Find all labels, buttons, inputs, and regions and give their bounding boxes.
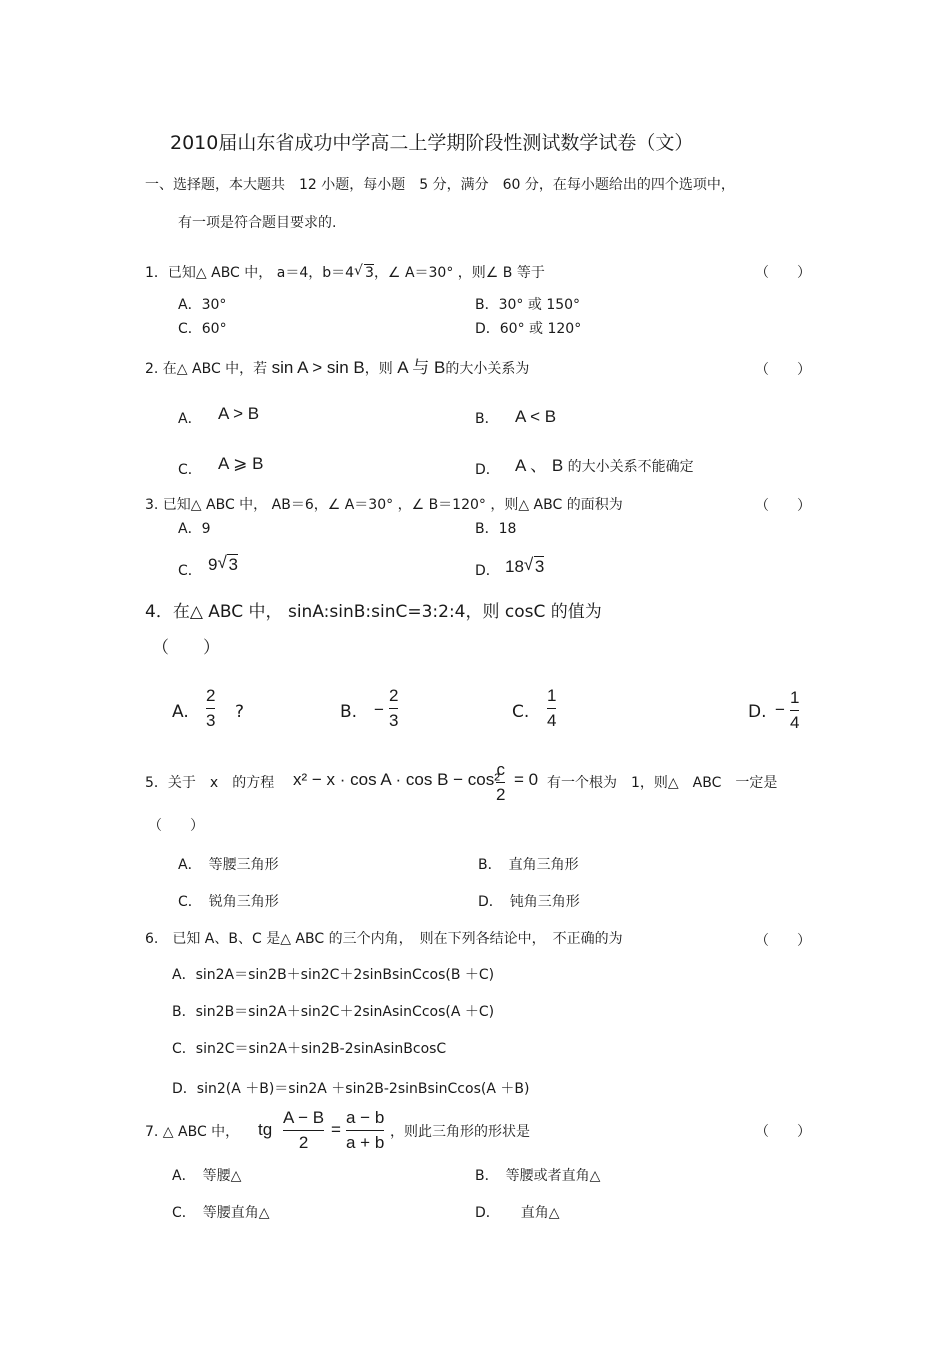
q5-option-b: B． 直角三角形 bbox=[478, 857, 579, 873]
q7-stem-end: ，则此三角形的形状是 bbox=[390, 1124, 530, 1140]
q6-option-b: B．sin2B＝sin2A＋sin2C＋2sinAsinCcos(A ＋C) bbox=[172, 1004, 495, 1020]
q6-option-a: A．sin2A＝sin2B＋sin2C＋2sinBsinCcos(B ＋C) bbox=[172, 967, 495, 983]
q7-option-d: D． 直角△ bbox=[475, 1205, 560, 1221]
q3-option-d-label: D． bbox=[475, 563, 500, 579]
minus-sign: − bbox=[374, 700, 384, 719]
q7-tg: tg bbox=[258, 1120, 273, 1139]
q6-stem: 6. 已知 A、B、C 是△ ABC 的三个内角， 则在下列各结论中， 不正确的为 bbox=[145, 931, 623, 947]
q1-stem: 1．已知△ ABC 中， a＝4，b＝4√ 3，∠ A＝30° ，则∠ B 等于 bbox=[145, 264, 545, 282]
q4-stem: 4．在△ ABC 中， sinA:sinB:sinC=3:2:4，则 cosC 的值为 bbox=[145, 602, 602, 622]
q4-option-d-label: D. bbox=[748, 702, 767, 722]
q6-option-c: C．sin2C＝sin2A＋sin2B-2sinAsinBcosC bbox=[172, 1041, 447, 1057]
section-instruction: 一、选择题，本大题共 12 小题，每小题 5 分，满分 60 分，在每小题给出的四个选项中， bbox=[145, 177, 735, 193]
q7-answer-paren: （ ） bbox=[755, 1124, 811, 1140]
sqrt-symbol: √ 3 bbox=[217, 556, 237, 574]
q5-stem-start: 5．关于 x 的方程 bbox=[145, 775, 275, 791]
q4-option-a-fraction: 2 3 bbox=[206, 686, 216, 730]
q5-option-c: C． 锐角三角形 bbox=[178, 894, 279, 910]
q5-option-a: A． 等腰三角形 bbox=[178, 857, 279, 873]
q4-option-c-fraction: 1 4 bbox=[547, 686, 557, 730]
q2-stem: 2. 在△ ABC 中，若 sin A > sin B，则 A 与 B的大小关系为 bbox=[145, 358, 530, 377]
q3-option-b: B．18 bbox=[475, 521, 517, 537]
q3-option-c: 9√ 3 bbox=[208, 556, 238, 574]
q4-option-b-label: B. bbox=[340, 702, 358, 722]
q5-answer-paren: （ ） bbox=[148, 818, 204, 834]
q5-equation-rhs: = 0 bbox=[514, 770, 539, 789]
q1-option-a: A．30° bbox=[178, 297, 227, 313]
q2-option-a: A > B bbox=[218, 404, 260, 423]
sqrt-symbol: √ 3 bbox=[524, 558, 544, 576]
q7-stem-start: 7. △ ABC 中， bbox=[145, 1124, 240, 1140]
q5-stem-end: 有一个根为 1，则△ ABC 一定是 bbox=[547, 775, 778, 791]
q3-option-a: A．9 bbox=[178, 521, 211, 537]
section-instruction-cont: 有一项是符合题目要求的. bbox=[178, 215, 337, 231]
sqrt-symbol: √ 3 bbox=[354, 264, 374, 282]
q2-option-d-label: D． bbox=[475, 462, 500, 478]
q2-option-b-label: B． bbox=[475, 411, 499, 427]
q5-option-d: D． 钝角三角形 bbox=[478, 894, 580, 910]
q3-stem: 3. 已知△ ABC 中， AB＝6，∠ A＝30° ，∠ B＝120° ，则△ ABC 的面积为 bbox=[145, 497, 623, 513]
q3-option-d: 18√ 3 bbox=[505, 558, 544, 576]
q2-option-b: A < B bbox=[515, 407, 557, 426]
q2-option-d: A 、 B 的大小关系不能确定 bbox=[515, 456, 694, 475]
q3-option-c-label: C． bbox=[178, 563, 202, 579]
q4-option-d-fraction: 1 4 bbox=[790, 688, 800, 732]
q7-option-b: B． 等腰或者直角△ bbox=[475, 1168, 601, 1184]
q4-option-a-mark: ? bbox=[235, 702, 245, 722]
q7-lhs-fraction: A − B 2 bbox=[283, 1108, 325, 1152]
page-title: 2010届山东省成功中学高二上学期阶段性测试数学试卷（文） bbox=[170, 132, 694, 154]
q4-answer-paren: （ ） bbox=[152, 638, 220, 658]
q4-option-c-label: C. bbox=[512, 702, 530, 722]
q6-option-d: D．sin2(A ＋B)＝sin2A ＋sin2B-2sinBsinCcos(A ＋B) bbox=[172, 1081, 530, 1097]
q2-answer-paren: （ ） bbox=[755, 362, 811, 378]
minus-sign: − bbox=[775, 700, 785, 719]
q7-option-a: A． 等腰△ bbox=[172, 1168, 242, 1184]
q1-option-c: C．60° bbox=[178, 321, 227, 337]
q7-rhs-fraction: a − b a + b bbox=[346, 1108, 385, 1152]
q6-answer-paren: （ ） bbox=[755, 933, 811, 949]
q7-option-c: C． 等腰直角△ bbox=[172, 1205, 270, 1221]
q2-option-c-label: C． bbox=[178, 462, 202, 478]
q7-equals: = bbox=[331, 1120, 341, 1139]
q5-equation-fraction: c 2 bbox=[496, 760, 506, 804]
q2-option-c: A ⩾ B bbox=[218, 454, 264, 473]
q3-answer-paren: （ ） bbox=[755, 498, 811, 514]
q2-option-a-label: A． bbox=[178, 411, 202, 427]
q5-equation: x² − x · cos A · cos B − cos² bbox=[293, 770, 500, 789]
q1-answer-paren: （ ） bbox=[755, 265, 811, 281]
q1-option-b: B．30° 或 150° bbox=[475, 297, 581, 313]
q4-option-a-label: A. bbox=[172, 702, 189, 722]
q1-option-d: D．60° 或 120° bbox=[475, 321, 582, 337]
q4-option-b-fraction: 2 3 bbox=[389, 686, 399, 730]
